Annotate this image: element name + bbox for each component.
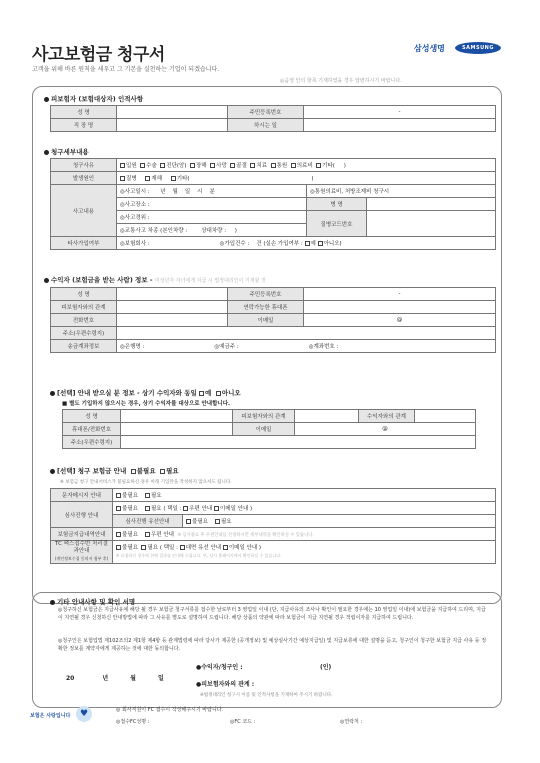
option-label: 입원 xyxy=(126,163,137,169)
checkbox[interactable] xyxy=(160,163,165,168)
label-name: 성 명 xyxy=(51,288,117,301)
section-notify xyxy=(50,466,179,475)
option-label: ) xyxy=(343,163,346,169)
option-label: 수술 xyxy=(146,163,157,169)
samsung-logo: SAMSUNG xyxy=(455,42,501,54)
section-hint: 미성년자 자녀에게 지급 시 법정대리인이 기재할 것 xyxy=(154,278,266,284)
checkbox[interactable] xyxy=(318,241,323,246)
section-title: [선택] 안내 받으실 분 정보 - 상기 수익자와 동일 xyxy=(57,389,197,397)
legal-rep-note: ※법정대리인 청구시 이름 및 인적사항을 기재하여 주시기 바랍니다. xyxy=(200,693,333,698)
beneficiary-idno-field[interactable]: - xyxy=(304,288,496,301)
field-label: ◎가입건수 : xyxy=(219,241,250,247)
contact-addr-field[interactable] xyxy=(121,436,476,449)
fax-sublabel: (개인정보수집 동의서 첨부 후) xyxy=(54,556,109,561)
option-label: 우편 안내 xyxy=(189,506,213,512)
bullet-icon xyxy=(50,600,55,605)
option-label: 치료 xyxy=(256,163,268,169)
notify-table xyxy=(50,488,496,564)
insured-table xyxy=(50,105,496,132)
label-ill: 병 명 xyxy=(307,198,367,211)
checkbox[interactable] xyxy=(145,506,150,511)
claim-table xyxy=(50,158,496,250)
section-contact xyxy=(50,388,241,397)
checkbox[interactable] xyxy=(210,163,215,168)
section-title: [선택] 청구 보험금 안내 xyxy=(57,467,127,475)
option-label: 필요 ( 택일 : xyxy=(150,506,182,512)
brand-name: 삼성생명 xyxy=(414,44,445,53)
unit-label: 일 xyxy=(184,189,191,195)
option-label: 사망 xyxy=(216,163,227,169)
checkbox[interactable] xyxy=(116,532,121,537)
reason-options[interactable] xyxy=(117,159,496,172)
label-addr: 주소(우편수령지) xyxy=(63,436,121,449)
label-rel: 피보험자와의 관계 xyxy=(51,301,117,314)
unit-label: 년 xyxy=(160,189,166,195)
label-account: 송금계좌정보 xyxy=(51,340,117,353)
bullet-icon xyxy=(44,150,49,155)
code-field[interactable] xyxy=(367,211,496,237)
label-mobile: 연락가능한 휴대폰 xyxy=(228,301,304,314)
cause-options[interactable] xyxy=(117,172,496,185)
option-label: 아니오) xyxy=(323,241,342,247)
unit-label: 월 xyxy=(130,675,136,682)
unit-label: 분 xyxy=(209,189,215,195)
option-label: 불필요 xyxy=(122,544,138,551)
section-insured xyxy=(44,94,143,103)
section-title: 피보험자 (보험대상자) 인적사항 xyxy=(51,95,144,103)
section-title: 청구세부내용 xyxy=(51,148,89,156)
unit-label: 일 xyxy=(157,675,164,682)
fax-label: TC 팩스접수번 처리결과안내 xyxy=(55,541,108,554)
year-prefix: 20 xyxy=(66,675,75,682)
relation-sign-label: ●피보험자와의 관계 : xyxy=(196,681,255,688)
checkbox[interactable] xyxy=(145,176,150,181)
checkbox[interactable] xyxy=(145,532,150,537)
option-label: 아니오 xyxy=(221,389,241,397)
label-name: 성 명 xyxy=(51,106,117,119)
account-field[interactable] xyxy=(117,340,496,353)
beneficiary-addr-field[interactable] xyxy=(117,327,496,340)
checkbox[interactable] xyxy=(250,163,255,168)
label-fax xyxy=(51,541,113,564)
label-job: 직 장 명 xyxy=(51,119,117,132)
option-label: 불필요 xyxy=(136,467,156,475)
checkbox[interactable] xyxy=(216,391,221,396)
bullet-icon xyxy=(50,391,55,396)
beneficiary-email-field[interactable]: @ xyxy=(304,314,496,327)
option-label: 필요 xyxy=(150,493,162,499)
checkbox[interactable] xyxy=(141,545,146,550)
field-label: ◎계좌번호 : xyxy=(308,344,339,350)
section-title: 기타 안내사항 및 확인 서명 xyxy=(57,598,136,606)
accident-place-field[interactable]: ◎사고장소 : xyxy=(117,198,307,211)
label-email: 이메일 xyxy=(233,423,295,436)
label-payout: 보험금지급내역안내 xyxy=(51,528,113,541)
checkbox[interactable] xyxy=(116,493,121,498)
label-name: 성 명 xyxy=(63,410,121,423)
shaded-note: ◎음영 안의 항목 기재하였을 경우 답변하시기 바랍니다. xyxy=(280,78,402,84)
section-sign xyxy=(50,597,135,606)
checkbox[interactable] xyxy=(120,176,125,181)
insured-idno-field[interactable]: - xyxy=(304,106,496,119)
option-label: 이메일 안내 ) xyxy=(219,506,253,512)
insured-work-field[interactable] xyxy=(304,119,496,132)
option-label: 장해 xyxy=(196,163,207,169)
fax-note: ※ 요청하신 경우에 한해 결과를 안내해 드립니다. 단, 당사 홈페이지에서 확인하실 수 있습니다. xyxy=(116,552,282,558)
label-rel: 피보험자와의 관계 xyxy=(233,410,295,423)
checkbox[interactable] xyxy=(215,519,220,524)
checkbox[interactable] xyxy=(214,506,219,511)
label-review-call: 심사진행 유선안내 xyxy=(113,515,183,528)
field-label: ◎교통사고 차종 (본인차량 : xyxy=(120,228,188,234)
unit-label: 년 xyxy=(102,675,109,682)
bullet-icon xyxy=(44,97,49,102)
field-label: ) xyxy=(234,228,237,234)
label-work: 하시는 일 xyxy=(228,119,304,132)
notice-paragraph-2: ◎청구인은 보험업법 제102조의2 제1항 제4항 등 관계법령에 따라 당사가 제공한 (공개정보) 및 예상심사기간 예상지급일) 및 지급보류에 대한 설명을 듣고, 청구인이 청구한 보험금 지급 사유 등 정확한 정보를 계약자에게 제공하는 것에 대한 동의합니다. xyxy=(58,638,487,652)
contact-email-field[interactable]: @ xyxy=(295,423,476,436)
label-addr: 주소(우편수령지) xyxy=(51,327,117,340)
ill-field[interactable] xyxy=(367,198,496,211)
label-detail: 사고내용 xyxy=(51,185,117,237)
checkbox[interactable] xyxy=(145,493,150,498)
option-label: 이메일 안내 ) xyxy=(228,544,262,551)
field-label: 상대차량 : xyxy=(201,228,227,234)
option-label: 기타( xyxy=(176,176,190,182)
contact-phone-field[interactable] xyxy=(121,423,233,436)
option-label: 예 xyxy=(205,389,212,397)
label-idno: 주민등록번호 xyxy=(228,288,304,301)
beneficiary-rel-field[interactable] xyxy=(117,301,228,314)
checkbox[interactable] xyxy=(116,545,121,550)
beneficiary-table xyxy=(50,287,496,353)
beneficiary-phone-field[interactable] xyxy=(117,314,228,327)
sms-options[interactable] xyxy=(113,489,496,502)
traffic-field[interactable] xyxy=(117,224,307,237)
label-idno: 주민등록번호 xyxy=(228,106,304,119)
fax-options[interactable] xyxy=(113,541,496,564)
review-options[interactable] xyxy=(113,502,496,515)
checkbox[interactable] xyxy=(120,163,125,168)
accident-course-field[interactable]: ◎사고경위 : xyxy=(117,211,307,224)
checkbox[interactable] xyxy=(171,176,176,181)
label-reason: 청구사유 xyxy=(51,159,117,172)
option-label: 우편 안내 xyxy=(150,532,174,538)
fc-phone-field[interactable]: ◎연락처 : xyxy=(340,719,363,725)
label-email: 이메일 xyxy=(228,314,304,327)
option-label: 예 xyxy=(310,241,316,247)
beneficiary-mobile-field[interactable] xyxy=(304,301,496,314)
field-label: ◎은행명 : xyxy=(120,344,145,350)
option-label: 진단(암) xyxy=(166,163,187,169)
checkbox[interactable] xyxy=(230,163,235,168)
option-label: 통원 xyxy=(276,163,288,169)
unit-label: 건 xyxy=(256,241,262,247)
checkbox[interactable] xyxy=(223,545,228,550)
option-label: 기타( xyxy=(322,163,335,169)
review-call-options[interactable] xyxy=(183,515,496,528)
field-label: ◎예금주 : xyxy=(214,344,239,350)
label-relben: 수익자와의 관계 xyxy=(359,410,415,423)
bullet-icon xyxy=(44,278,49,283)
option-label: 질병 xyxy=(126,176,137,182)
checkbox[interactable] xyxy=(190,163,195,168)
label-sms: 문자메시지 안내 xyxy=(51,489,113,502)
label-other: 타사가입여부 xyxy=(51,237,117,250)
fc-name-field[interactable]: ◎접수FC성명 : xyxy=(116,719,150,725)
contact-note: ■ 별도 기입하지 않으시는 경우, 상기 수익자를 대상으로 안내합니다. xyxy=(62,401,231,407)
section-claim xyxy=(44,147,89,156)
beneficiary-name-field[interactable] xyxy=(117,288,228,301)
payout-options[interactable] xyxy=(113,528,496,541)
checkbox[interactable] xyxy=(186,519,191,524)
option-label: 불필요 xyxy=(122,493,138,499)
label-code: 질병코드번호 xyxy=(307,211,367,237)
notice-paragraph-1: ◎청구하신 보험금은 지급사유에 해당 될 경우 보험금 청구서류를 접수한 날로부터 3 영업일 이내 (단, 지급사유의 조사나 확인이 필요한 경우에는 10 영업일 이내)에 보험금을 지급하여 드리며, 지급이 지연될 경우 신청하신 안내방법에 따라 그 사유를 별도로 설명하여 드립니다. 해당 상품의 약관에 따라 보험금이 지급 지연될 경우 적립이자를 지급하여 드립니다. xyxy=(58,607,486,621)
contact-rel-field[interactable] xyxy=(295,410,359,423)
form-subtitle: 고객을 위해 바른 원칙을 세우고 그 기본을 실천하는 기업이 되겠습니다. xyxy=(32,66,220,73)
field-label: ◎사고일시 : xyxy=(120,189,150,195)
checkbox[interactable] xyxy=(160,469,165,474)
checkbox[interactable] xyxy=(116,506,121,511)
option-label: 필요 ( 택일 : xyxy=(147,544,178,551)
option-label: 불필요 xyxy=(122,532,138,538)
option-label: 대면 유선 안내 xyxy=(185,544,222,551)
field-label: (실손 가입여부 : xyxy=(263,241,305,247)
beneficiary-sign-label: ●수익자/청구인 : xyxy=(196,664,243,671)
option-label: 불필요 xyxy=(122,506,138,512)
contact-relben-field[interactable] xyxy=(415,410,476,423)
option-label: 골절 xyxy=(236,163,247,169)
option-label: ) xyxy=(311,176,314,182)
field-label: ◎보험회사 : xyxy=(120,241,150,247)
slogan-text: 보험은 사랑입니다 xyxy=(30,713,71,719)
contact-table xyxy=(62,409,476,449)
label-mphone: 휴대폰/전화번호 xyxy=(63,423,121,436)
fc-code-field[interactable]: ◎FC 코드 : xyxy=(230,719,256,725)
form-title: 사고보험금 청구서 xyxy=(32,45,165,65)
checkbox[interactable] xyxy=(291,163,296,168)
bullet-icon xyxy=(50,469,55,474)
hospital-note: ◎통원의료비, 처방조제비 청구시 xyxy=(307,185,496,198)
checkbox[interactable] xyxy=(271,163,276,168)
accident-time-field[interactable] xyxy=(117,185,307,198)
section-title: 수익자 (보험금을 받는 사람) 정보 - xyxy=(51,276,153,284)
checkbox[interactable] xyxy=(316,163,321,168)
heart-logo-icon: ♥ xyxy=(76,706,92,722)
checkbox[interactable] xyxy=(180,545,185,550)
label-cause: 발생원인 xyxy=(51,172,117,185)
contact-name-field[interactable] xyxy=(121,410,233,423)
checkbox[interactable] xyxy=(131,469,136,474)
unit-label: 월 xyxy=(172,189,178,195)
checkbox[interactable] xyxy=(305,241,310,246)
sign-date xyxy=(66,673,164,682)
seal-label[interactable]: (인) xyxy=(320,664,332,671)
other-insurer-field[interactable] xyxy=(117,237,496,250)
option-label: 필요 xyxy=(220,519,232,525)
fc-note: ◎ 회사직원이 FC 접수시 작성해주시기 바랍니다. xyxy=(116,707,224,713)
payout-note: ※ 심사종료 후 우편안내를 신청하시면 세부내역을 확인하실 수 있습니다. xyxy=(177,533,314,538)
checkbox[interactable] xyxy=(183,506,188,511)
option-label: 필요 xyxy=(166,467,179,475)
insured-job-field[interactable] xyxy=(117,119,228,132)
notify-note: ※ 보험금 청구 안내서비스가 불필요하신 경우 아래 기입란을 작성하지 않으셔도 됩니다. xyxy=(60,480,232,485)
section-beneficiary xyxy=(44,275,266,284)
label-review: 심사진행 안내 xyxy=(51,502,113,528)
checkbox[interactable] xyxy=(199,391,204,396)
unit-label: 시 xyxy=(197,189,203,195)
checkbox[interactable] xyxy=(140,163,145,168)
option-label: 불필요 xyxy=(192,519,208,525)
option-label: 의료비 xyxy=(296,163,313,169)
insured-name-field[interactable] xyxy=(117,106,228,119)
label-phone: 전화번호 xyxy=(51,314,117,327)
option-label: 재해 xyxy=(151,176,163,182)
